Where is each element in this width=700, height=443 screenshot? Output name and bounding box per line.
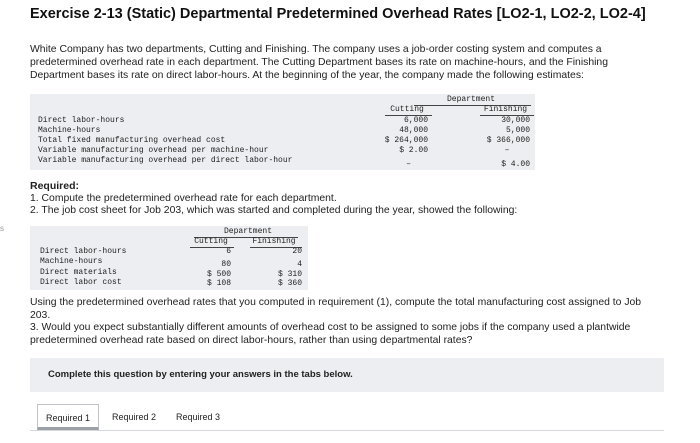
estimates-row-cutting: 48,000 xyxy=(399,126,428,135)
tab-required-1[interactable]: Required 1 xyxy=(37,404,99,430)
estimates-row-label: Variable manufacturing overhead per machine-hour xyxy=(38,146,269,155)
estimates-row-label: Total fixed manufacturing overhead cost xyxy=(38,136,226,145)
requirement-3: 3. Would you expect substantially different amounts of overhead cost to be assigned to some jobs if the company used a plantwide predetermined overhead rate based on direct labor-hours, rather than using departmental rates? xyxy=(30,322,631,346)
job-row-finishing: $ 310 xyxy=(277,270,302,279)
job-row-cutting: 6 xyxy=(226,247,231,256)
instructions-banner: Complete this question by entering your answers in the tabs below. xyxy=(30,358,664,392)
intro-paragraph: White Company has two departments, Cutting and Finishing. The company uses a job-order costing system and computes a predetermined overhead rate in each department. The Cutting Department bases its rate on machine-hours, and the Finishing Department bases its rate on direct labor-hours. At the beginning of the year, the company made the following estimates: xyxy=(30,44,608,81)
job-row-label: Direct labor cost xyxy=(40,278,122,287)
estimates-row-finishing: $ 4.00 xyxy=(501,160,530,169)
job-row-finishing: 4 xyxy=(297,260,302,269)
estimates-row-cutting: $ 2.00 xyxy=(399,146,428,155)
estimates-row-finishing: $ 366,000 xyxy=(486,136,530,145)
job-row-label: Direct materials xyxy=(40,268,117,277)
estimates-row-label: Machine-hours xyxy=(38,126,101,135)
estimates-table xyxy=(30,94,535,170)
job-row-finishing: 20 xyxy=(292,247,302,256)
estimates-row-label: Variable manufacturing overhead per direct labor-hour xyxy=(38,156,293,165)
estimates-col-cutting: Cutting xyxy=(390,105,424,114)
job-col-cutting: Cutting xyxy=(194,237,228,246)
job-row-cutting: $ 500 xyxy=(206,270,231,279)
estimates-department-header: Department xyxy=(446,95,495,104)
estimates-col-finishing: Finishing xyxy=(483,105,528,114)
estimates-row-label: Direct labor-hours xyxy=(38,116,125,125)
job-row-cutting: 80 xyxy=(221,260,231,269)
requirement-2: 2. The job cost sheet for Job 203, which was started and completed during the year, showed the following: xyxy=(30,205,518,216)
exercise-title: Exercise 2-13 (Static) Departmental Predetermined Overhead Rates [LO2-1, LO2-2, LO2-4] xyxy=(30,6,646,22)
estimates-row-finishing: 5,000 xyxy=(505,126,530,135)
job-col-finishing: Finishing xyxy=(252,237,296,246)
estimates-row-finishing: 30,000 xyxy=(501,116,530,125)
job-row-cutting: $ 108 xyxy=(206,279,231,288)
edge-marker: s xyxy=(0,224,4,233)
estimates-row-cutting: – xyxy=(406,160,411,169)
job-department-header: Department xyxy=(223,227,272,236)
job-row-label: Direct labor-hours xyxy=(40,247,127,256)
job-row-label: Machine-hours xyxy=(40,257,103,266)
tabs-divider xyxy=(30,430,664,431)
estimates-row-cutting: $ 264,000 xyxy=(384,136,428,145)
estimates-row-cutting: 6,000 xyxy=(403,116,428,125)
job-table xyxy=(30,226,308,290)
job-row-finishing: $ 360 xyxy=(277,279,302,288)
requirement-1: 1. Compute the predetermined overhead rate for each department. xyxy=(30,193,337,204)
tab-required-2[interactable]: Required 2 xyxy=(107,404,161,430)
requirement-2-continued: Using the predetermined overhead rates that you computed in requirement (1), compute the total manufacturing cost assigned to Job 203. xyxy=(30,297,642,321)
estimates-row-finishing: – xyxy=(504,146,510,155)
tab-required-3[interactable]: Required 3 xyxy=(171,404,225,430)
required-heading: Required: xyxy=(30,180,80,192)
